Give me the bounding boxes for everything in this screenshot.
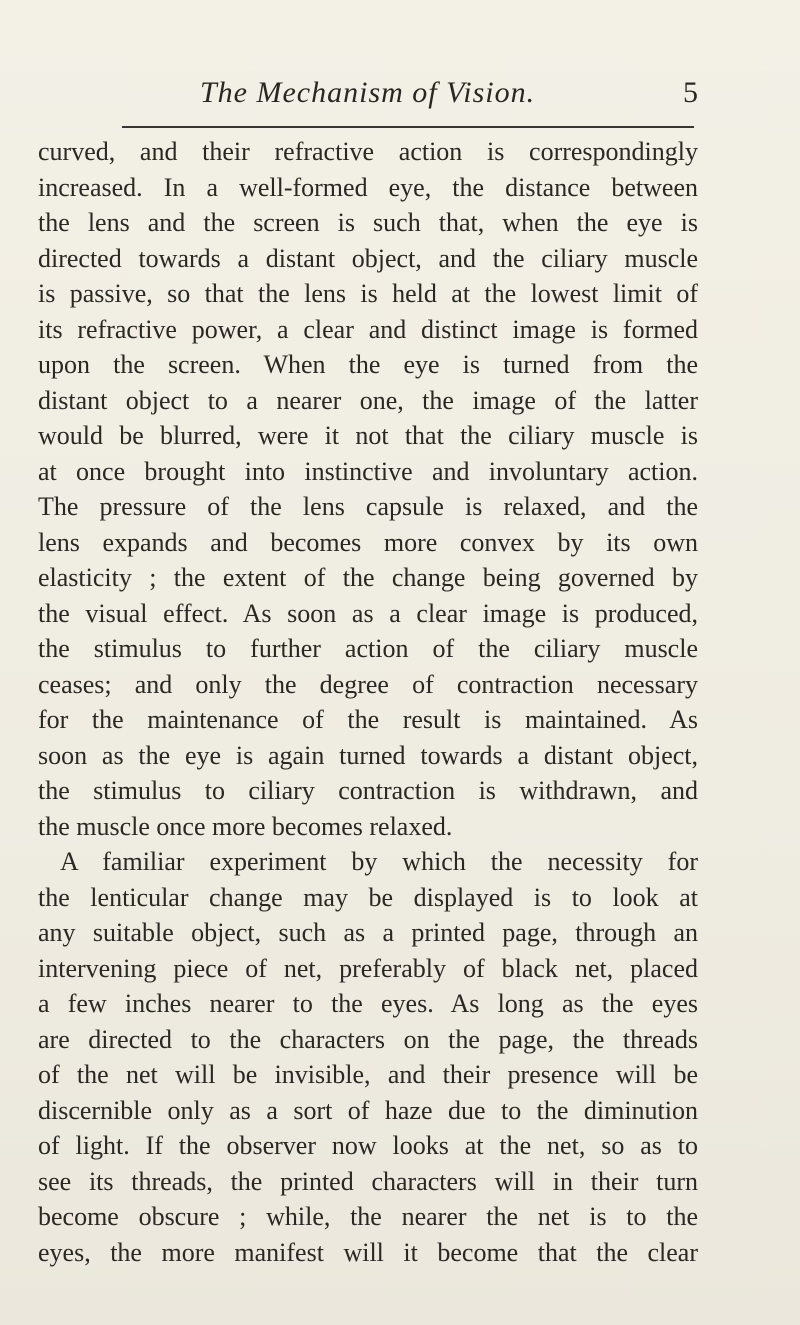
text-line: a few inches nearer to the eyes. As long as the eyes	[38, 989, 698, 1018]
text-line: discernible only as a sort of haze due to the diminution	[38, 1095, 698, 1125]
page-number: 5	[683, 76, 698, 109]
text-line: become obscure ; while, the nearer the net is to the	[38, 1202, 698, 1231]
running-head	[0, 76, 800, 116]
text-line: A familiar experiment by which the necessity for	[60, 847, 698, 876]
text-line: upon the screen. When the eye is turned from the	[38, 350, 698, 379]
body-text	[38, 134, 698, 1270]
text-line: The pressure of the lens capsule is relaxed, and the	[38, 492, 698, 521]
text-line: are directed to the characters on the page, the threads	[38, 1024, 698, 1054]
header-rule	[122, 126, 694, 128]
text-line: see its threads, the printed characters will in their turn	[38, 1166, 698, 1196]
text-line: intervening piece of net, preferably of black net, placed	[38, 953, 698, 983]
text-line: distant object to a nearer one, the image of the latter	[38, 385, 698, 415]
text-line: of light. If the observer now looks at the net, so as to	[38, 1131, 698, 1160]
text-line: is passive, so that the lens is held at the lowest limit of	[38, 279, 698, 308]
text-line: elasticity ; the extent of the change being governed by	[38, 563, 698, 592]
text-line: the lenticular change may be displayed is to look at	[38, 882, 698, 912]
text-line: directed towards a distant object, and the ciliary muscle	[38, 243, 698, 273]
text-line: ceases; and only the degree of contraction necessary	[38, 669, 698, 699]
text-line: the stimulus to further action of the ciliary muscle	[38, 634, 698, 663]
text-line: the stimulus to ciliary contraction is withdrawn, and	[38, 776, 698, 805]
text-line: soon as the eye is again turned towards a distant object,	[38, 740, 698, 770]
text-line: the visual effect. As soon as a clear image is produced,	[38, 598, 698, 628]
text-line: of the net will be invisible, and their presence will be	[38, 1060, 698, 1089]
text-line: increased. In a well-formed eye, the distance between	[38, 172, 698, 202]
text-line: any suitable object, such as a printed page, through an	[38, 918, 698, 947]
text-line: the muscle once more becomes relaxed.	[38, 811, 453, 841]
text-line: curved, and their refractive action is correspondingly	[38, 137, 698, 166]
text-line: the lens and the screen is such that, when the eye is	[38, 208, 698, 237]
running-title: The Mechanism of Vision.	[200, 76, 536, 109]
text-line: eyes, the more manifest will it become that the clear	[38, 1237, 698, 1267]
text-line: would be blurred, were it not that the ciliary muscle is	[38, 421, 698, 450]
text-line: its refractive power, a clear and distinct image is formed	[38, 314, 698, 344]
text-line: lens expands and becomes more convex by its own	[38, 527, 698, 557]
text-line: for the maintenance of the result is maintained. As	[38, 705, 698, 734]
text-line: at once brought into instinctive and involuntary action.	[38, 456, 698, 486]
